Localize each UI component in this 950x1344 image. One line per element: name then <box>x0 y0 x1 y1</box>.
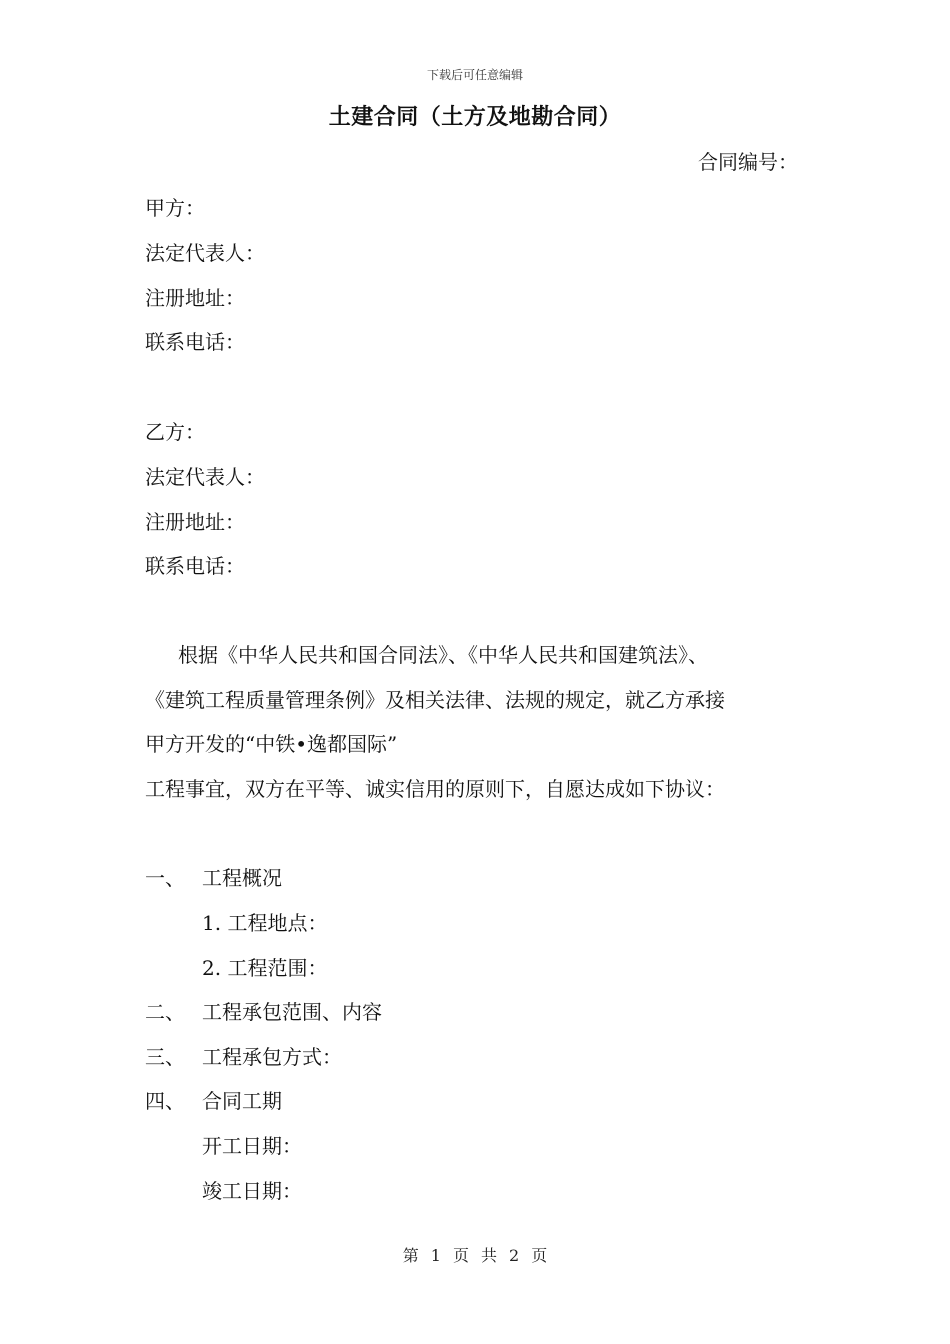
section-4-number: 四、 <box>145 1089 185 1113</box>
contract-number-label: 合同编号： <box>698 150 798 174</box>
section-2-label: 工程承包范围、内容 <box>202 1000 382 1024</box>
section-3-label: 工程承包方式： <box>202 1045 342 1069</box>
section-4-label: 合同工期 <box>202 1089 282 1113</box>
section-2-number: 二、 <box>145 1000 185 1024</box>
footer-total-pages: 2 <box>509 1246 520 1265</box>
section-1-item-1: 1. 工程地点： <box>202 911 328 935</box>
preamble-line-3: 甲方开发的“中铁•逸都国际” <box>145 732 398 756</box>
footer-di: 第 <box>402 1246 419 1265</box>
header-note: 下载后可任意编辑 <box>426 68 523 82</box>
party-b-label: 乙方： <box>145 420 205 444</box>
section-3-number: 三、 <box>145 1045 185 1069</box>
document-title: 土建合同（土方及地勘合同） <box>328 104 622 130</box>
section-1-number: 一、 <box>145 866 185 890</box>
preamble-line-2: 《建筑工程质量管理条例》及相关法律、法规的规定，就乙方承接 <box>145 688 725 712</box>
footer-gong: 共 <box>481 1246 498 1265</box>
section-4-end-date-label: 竣工日期： <box>202 1179 302 1203</box>
party-b-phone-label: 联系电话： <box>145 554 245 578</box>
party-a-phone-label: 联系电话： <box>145 330 245 354</box>
party-b-rep-label: 法定代表人： <box>145 465 265 489</box>
preamble-line-1: 根据《中华人民共和国合同法》、《中华人民共和国建筑法》、 <box>178 643 708 667</box>
section-1-item-2: 2. 工程范围： <box>202 956 328 980</box>
party-b-address-label: 注册地址： <box>145 510 245 534</box>
footer-page-number: 1 <box>430 1246 441 1265</box>
section-1-label: 工程概况 <box>202 866 282 890</box>
preamble-line-4: 工程事宜，双方在平等、诚实信用的原则下，自愿达成如下协议： <box>145 777 725 801</box>
footer-ye-2: 页 <box>531 1246 548 1265</box>
party-a-label: 甲方： <box>145 196 205 220</box>
page-footer <box>0 1243 950 1266</box>
party-a-rep-label: 法定代表人： <box>145 241 265 265</box>
section-4-start-date-label: 开工日期： <box>202 1134 302 1158</box>
footer-ye: 页 <box>452 1246 469 1265</box>
party-a-address-label: 注册地址： <box>145 286 245 310</box>
